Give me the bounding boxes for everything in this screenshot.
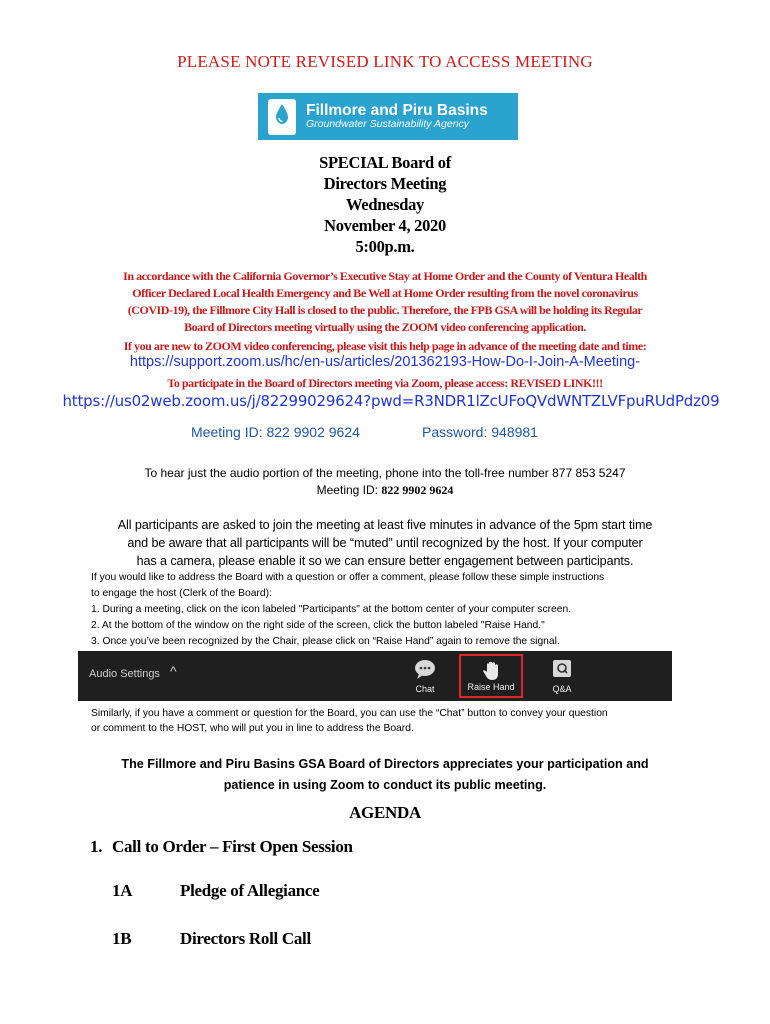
water-drop-icon — [268, 99, 296, 135]
logo-subtitle: Groundwater Sustainability Agency — [306, 118, 470, 131]
agenda-item-1a-text: Pledge of Allegiance — [180, 881, 320, 900]
qa-item — [536, 654, 588, 698]
agenda-item-1-number: 1. — [90, 837, 103, 856]
phone-instructions: To hear just the audio portion of the meeting, phone into the toll-free number 877 853 5247 — [144, 466, 626, 480]
raise-hand-item — [459, 654, 523, 698]
chevron-up-icon: ^ — [170, 663, 177, 679]
meeting-title: SPECIAL Board of Directors Meeting Wednesday November 4, 2020 5:00p.m. — [319, 153, 451, 256]
agency-logo — [258, 93, 518, 140]
raise-hand-label: Raise Hand — [467, 682, 515, 692]
appreciation-note: The Fillmore and Piru Basins GSA Board of Directors appreciates your participation and patience in using Zoom to conduct its public meeting. — [121, 757, 649, 792]
agenda-item-1b-text: Directors Roll Call — [180, 929, 311, 948]
chat-icon — [413, 658, 437, 680]
zoom-help-link[interactable]: https://support.zoom.us/hc/en-us/articles/201362193-How-Do-I-Join-A-Meeting- — [129, 354, 641, 370]
qa-icon — [550, 658, 574, 680]
hand-icon — [480, 660, 504, 682]
audio-settings-label: Audio Settings — [89, 668, 160, 680]
address-board-instructions: If you would like to address the Board with a question or offer a comment, please follow these simple instructions to engage the host (Clerk of the Board): 1. During a meeting, click on the icon labeled "Participants" at the bottom center of your computer screen. 2. At the bottom of the window on the right side of the screen, click the button labeled "Raise Hand." 3. Once you’ve been recognized by the Chair, please click on “Raise Hand” again to remove the signal. — [91, 572, 605, 647]
agenda-item-1b-number: 1B — [112, 929, 132, 948]
chat-item — [399, 654, 451, 698]
logo-name: Fillmore and Piru Basins — [306, 101, 488, 119]
agenda-heading: AGENDA — [349, 803, 421, 822]
phone-meeting-id: Meeting ID: 822 9902 9624 — [316, 483, 454, 497]
chat-instructions: Similarly, if you have a comment or question for the Board, you can use the “Chat” button to convey your question or comment to the HOST, who will put you in line to address the Board. — [91, 708, 608, 734]
zoom-meeting-link[interactable]: https://us02web.zoom.us/j/82299029624?pwd=R3NDR1lZcUFoQVdWNTZLVFpuRUdPdz09 — [62, 392, 720, 410]
qa-label: Q&A — [552, 684, 572, 694]
meeting-password: Password: 948981 — [422, 424, 538, 440]
chat-label: Chat — [415, 684, 435, 694]
zoom-toolbar-image — [78, 651, 672, 701]
agenda-item-1-text: Call to Order – First Open Session — [112, 837, 353, 856]
revised-link-notice: PLEASE NOTE REVISED LINK TO ACCESS MEETING — [177, 52, 593, 71]
agenda-item-1a-number: 1A — [112, 881, 133, 900]
accordance-paragraph: In accordance with the California Governor’s Executive Stay at Home Order and the County of Ventura Health Officer Declared Local Health Emergency and Be Well at Home Order resulting from the novel coronavirus (COVID-19), the Fillmore City Hall is closed to the public. Therefore, the FPB GSA will be holding its Regular Board of Directors meeting virtually using the ZOOM video conferencing application. — [123, 269, 647, 334]
participants-notice: All participants are asked to join the meeting at least five minutes in advance of the 5pm start time and be aware that all participants will be “muted” until recognized by the host. If your computer has a camera, please enable it so we can ensure better engagement between participants. — [117, 518, 653, 568]
new-to-zoom-text: If you are new to ZOOM video conferencing, please visit this help page in advance of the meeting date and time: — [123, 339, 647, 353]
participate-text: To participate in the Board of Directors meeting via Zoom, please access: REVISED LINK!!! — [167, 376, 603, 390]
meeting-id: Meeting ID: 822 9902 9624 — [191, 424, 360, 440]
